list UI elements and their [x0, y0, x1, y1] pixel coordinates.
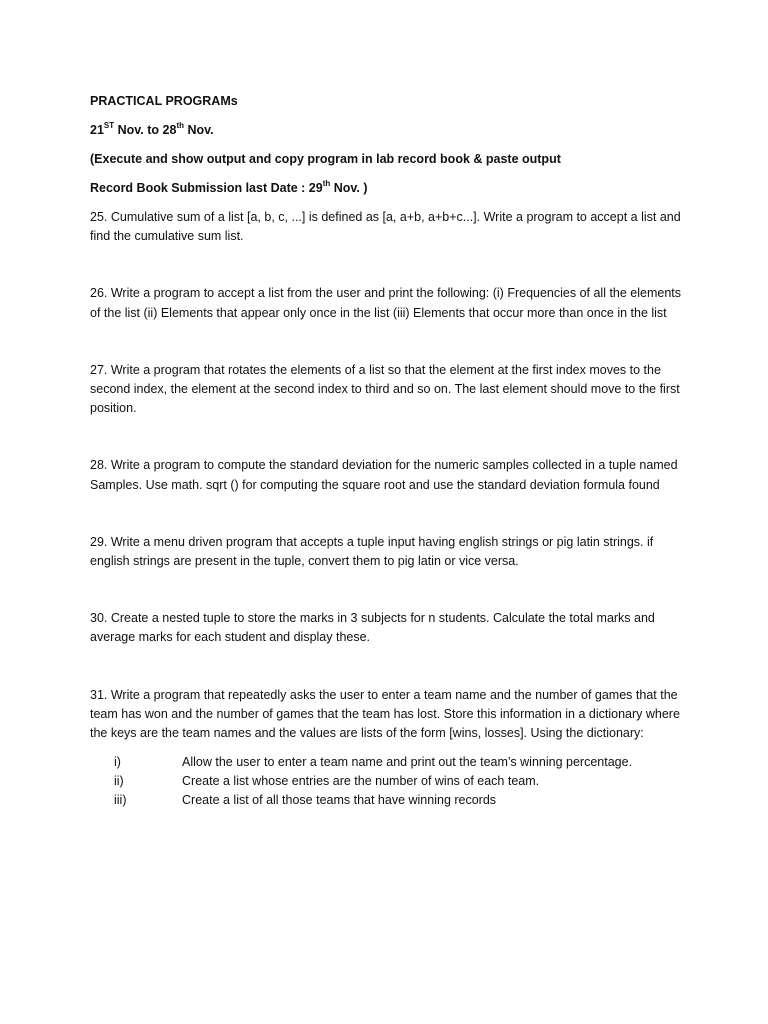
question-31: 31. Write a program that repeatedly asks the user to enter a team name and the number of games that the team has won and the number of games that the team has lost. Store this information in a dictionary where the keys are the team names and the values are lists of the form [wins, losses]. Using the dictionary: [90, 687, 680, 741]
end-day: 28 [162, 123, 177, 137]
list-item-number: i) [114, 755, 121, 770]
list-item-text: Create a list of all those teams that have winning records [182, 793, 497, 808]
submission-day: 29 [308, 181, 323, 195]
question-25: 25. Cumulative sum of a list [a, b, c, ...] is defined as [a, a+b, a+b+c...]. Write a program to accept a list and find the cumulative sum list. [90, 210, 681, 244]
list-item-number: iii) [114, 793, 127, 808]
submission-day-suffix: th [322, 178, 331, 188]
list-item [90, 772, 690, 791]
question-27: 27. Write a program that rotates the elements of a list so that the element at the first index moves to the second index, the element at the second index to third and so on. The last element should move to the first position. [90, 362, 680, 416]
date-range [90, 121, 690, 140]
end-day-suffix: th [176, 120, 184, 130]
question-29: 29. Write a menu driven program that accepts a tuple input having english strings or pig latin strings. if english strings are present in the tuple, convert them to pig latin or vice versa. [90, 534, 654, 569]
start-day-suffix: ST [103, 120, 115, 130]
question-28: 28. Write a program to compute the standard deviation for the numeric samples collected in a tuple named Samples. Use math. sqrt () for computing the square root and use the standard deviation formula found [90, 458, 678, 492]
question-30: 30. Create a nested tuple to store the marks in 3 subjects for n students. Calculate the total marks and average marks for each student and display these. [90, 611, 655, 645]
question-26: 26. Write a program to accept a list from the user and print the following: (i) Frequencies of all the elements of the list (ii) Elements that appear only once in the list (iii) Elements that occur more than once in the list [90, 286, 682, 320]
list-item-number: ii) [114, 774, 124, 789]
submission-prefix: Record Book Submission last Date : [90, 181, 309, 195]
submission-line [90, 179, 690, 198]
date-range-middle: Nov. to [114, 123, 163, 137]
instruction-line: (Execute and show output and copy program in lab record book & paste output [90, 152, 561, 166]
list-item-text: Create a list whose entries are the number of wins of each team. [182, 774, 540, 789]
document-page [90, 92, 690, 810]
start-day: 21 [90, 123, 104, 137]
list-item [90, 791, 690, 810]
question-31-sublist [90, 753, 690, 810]
list-item-text: Allow the user to enter a team name and print out the team’s winning percentage. [182, 755, 633, 770]
submission-suffix: Nov. ) [330, 181, 368, 195]
doc-title: PRACTICAL PROGRAMs [90, 94, 238, 108]
list-item [90, 753, 690, 772]
date-range-end: Nov. [184, 123, 214, 137]
